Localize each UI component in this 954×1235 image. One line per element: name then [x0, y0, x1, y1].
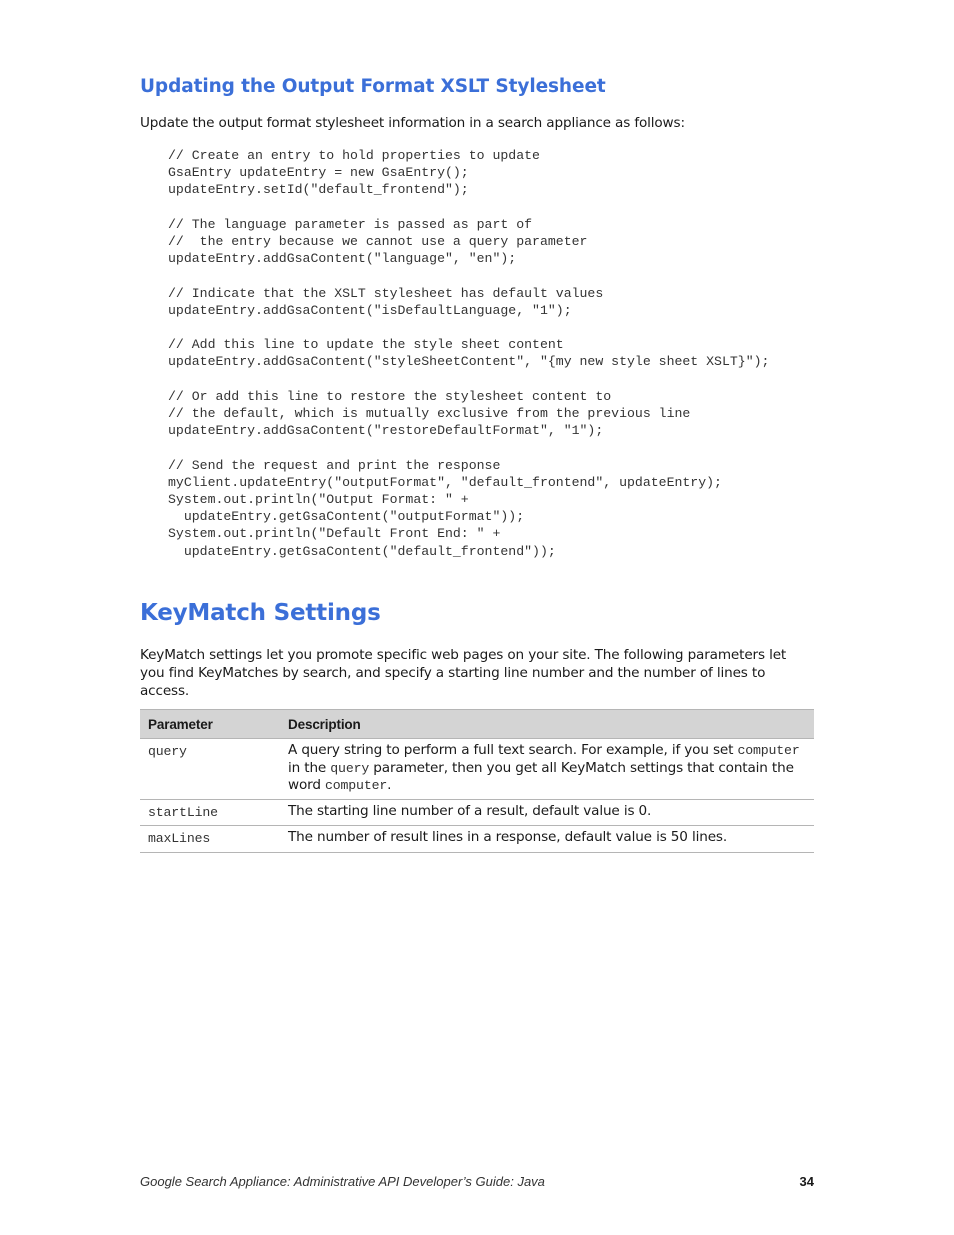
page-number: 34 [799, 1174, 814, 1189]
footer-title: Google Search Appliance: Administrative API Developer’s Guide: Java [140, 1174, 545, 1189]
keymatch-heading: KeyMatch Settings [140, 600, 381, 626]
description-text: in the [288, 759, 331, 776]
description-text: . [387, 777, 392, 793]
code-block: // Create an entry to hold properties to update GsaEntry updateEntry = new GsaEntry(); updateEntry.setId("default_frontend"); // The language parameter is passed as part of // the entry because we cannot use a query parameter updateEntry.addGsaContent("language", "en"); // Indicate that the XSLT stylesheet has default values updateEntry.addGsaContent("isDefaultLanguage, "1"); // Add this line to update the style sheet content updateEntry.addGsaContent("styleSheetContent", "{my new style sheet XSLT}"); // Or add this line to restore the stylesheet content to // the default, which is mutually exclusive from the previous line updateEntry.addGsaContent("restoreDefaultFormat", "1"); // Send the request and print the response myClient.updateEntry("outputFormat", "default_frontend", updateEntry); System.out.println("Output Format: " + updateEntry.getGsaContent("outputFormat")); System.out.println("Default Front End: " + updateEntry.getGsaContent("default_frontend")); [168, 148, 770, 559]
header-description: Description [280, 710, 814, 739]
inline-code: query [330, 760, 370, 776]
parameters-table [140, 709, 814, 853]
param-name: maxLines [140, 826, 280, 853]
param-description: The number of result lines in a response, default value is 50 lines. [280, 826, 814, 853]
table-row [140, 826, 814, 853]
description-text: A query string to perform a full text search. For example, if you set [288, 742, 738, 758]
param-name: query [140, 739, 280, 800]
header-parameter: Parameter [140, 710, 280, 739]
param-description [280, 739, 814, 800]
inline-code: computer [737, 743, 800, 758]
keymatch-paragraph: KeyMatch settings let you promote specific web pages on your site. The following parameters let you find KeyMatches by search, and specify a starting line number and the number of lines to access. [140, 647, 787, 699]
inline-code: computer [325, 778, 388, 793]
description-text: parameter, then you get all KeyMatch settings that contain the word [288, 759, 794, 793]
param-name: startLine [140, 799, 280, 826]
table-row [140, 799, 814, 826]
table-row [140, 739, 814, 800]
table-header-row [140, 710, 814, 739]
section-heading: Updating the Output Format XSLT Stylesheet [140, 76, 606, 97]
param-description: The starting line number of a result, default value is 0. [280, 799, 814, 826]
section-intro: Update the output format stylesheet information in a search appliance as follows: [140, 115, 685, 131]
